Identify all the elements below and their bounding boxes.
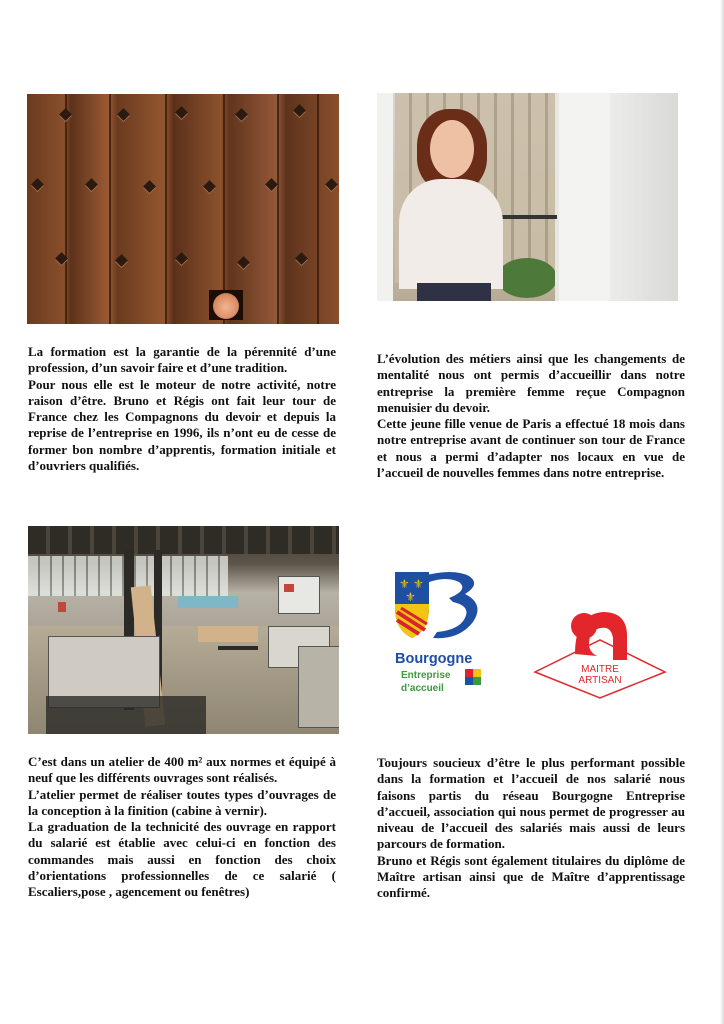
svg-text:⚜: ⚜ bbox=[399, 577, 410, 591]
photo-young-woman bbox=[377, 93, 678, 301]
logo-bourgogne-entreprise-accueil bbox=[393, 568, 485, 696]
text-atelier bbox=[28, 754, 336, 901]
photo-workshop bbox=[28, 526, 339, 734]
svg-text:⚜: ⚜ bbox=[405, 590, 416, 604]
bourgogne-line1: Entreprise bbox=[401, 670, 451, 681]
page-edge bbox=[720, 0, 724, 1024]
formation-paragraph-2: Pour nous elle est le moteur de notre activité, notre raison d’être. Bruno et Régis ont fait leur tour de France chez les Compagnons du devoir et depuis la reprise de l’entreprise en 1996, ils n’ont eu de cesse de former bon nombre d’apprentis, formation initiale et d’ouvriers qualifiés. bbox=[28, 376, 336, 474]
text-evolution bbox=[377, 351, 685, 481]
logo-maitre-artisan bbox=[531, 606, 669, 702]
evolution-paragraph-1: L’évolution des métiers ainsi que les changements de mentalité nous ont permis d’accueillir dans notre entreprise la première femme reçue Compagnon menuisier du devoir. bbox=[377, 351, 685, 415]
formation-paragraph-1: La formation est la garantie de la pérennité d’une profession, d’un savoir faire et d’une tradition. bbox=[28, 344, 336, 376]
maitre-line1: MAITRE bbox=[581, 664, 619, 675]
reseau-paragraph-1: Toujours soucieux d’être le plus performant possible dans la formation et l’accueil de nos salarié nous faisons partis du réseau Bourgogne Entreprise d’accueil, association qui nous permet de progresser au niveau de l’accueil des salariés mais aussi de leurs parcours de formation. bbox=[377, 755, 685, 852]
text-reseau bbox=[377, 755, 685, 902]
atelier-paragraph-3: La graduation de la technicité des ouvrage en rapport du salarié est établie avec celui-ci en fonction des commandes mais aussi en fonction des choix d’orientations professionnelles de ce salarié ( Escaliers,pose , agencement ou fenêtres) bbox=[28, 819, 336, 900]
reseau-paragraph-2: Bruno et Régis sont également titulaires du diplôme de Maître artisan ainsi que de Maître d’apprentissage confirmé. bbox=[377, 852, 685, 901]
atelier-paragraph-1: C’est dans un atelier de 400 m² aux normes et équipé à neuf que les différents ouvrages sont réalisés. bbox=[28, 754, 336, 786]
child-face bbox=[213, 293, 239, 319]
text-formation bbox=[28, 344, 336, 474]
atelier-paragraph-2: L’atelier permet de réaliser toutes types d’ouvrages de la conception à la finition (cabine à vernir). bbox=[28, 786, 336, 818]
bourgogne-name: Bourgogne bbox=[395, 651, 473, 667]
bourgogne-line2: d’accueil bbox=[401, 683, 444, 694]
evolution-paragraph-2: Cette jeune fille venue de Paris a effectué 18 mois dans notre entreprise avant de continuer son tour de France et nous a permi d’adapter nos locaux en vue de l’accueil de nouvelles femmes dans notre entreprise. bbox=[377, 416, 685, 481]
maitre-line2: ARTISAN bbox=[578, 675, 622, 686]
photo-wooden-door bbox=[27, 94, 339, 324]
svg-text:⚜: ⚜ bbox=[413, 577, 424, 591]
